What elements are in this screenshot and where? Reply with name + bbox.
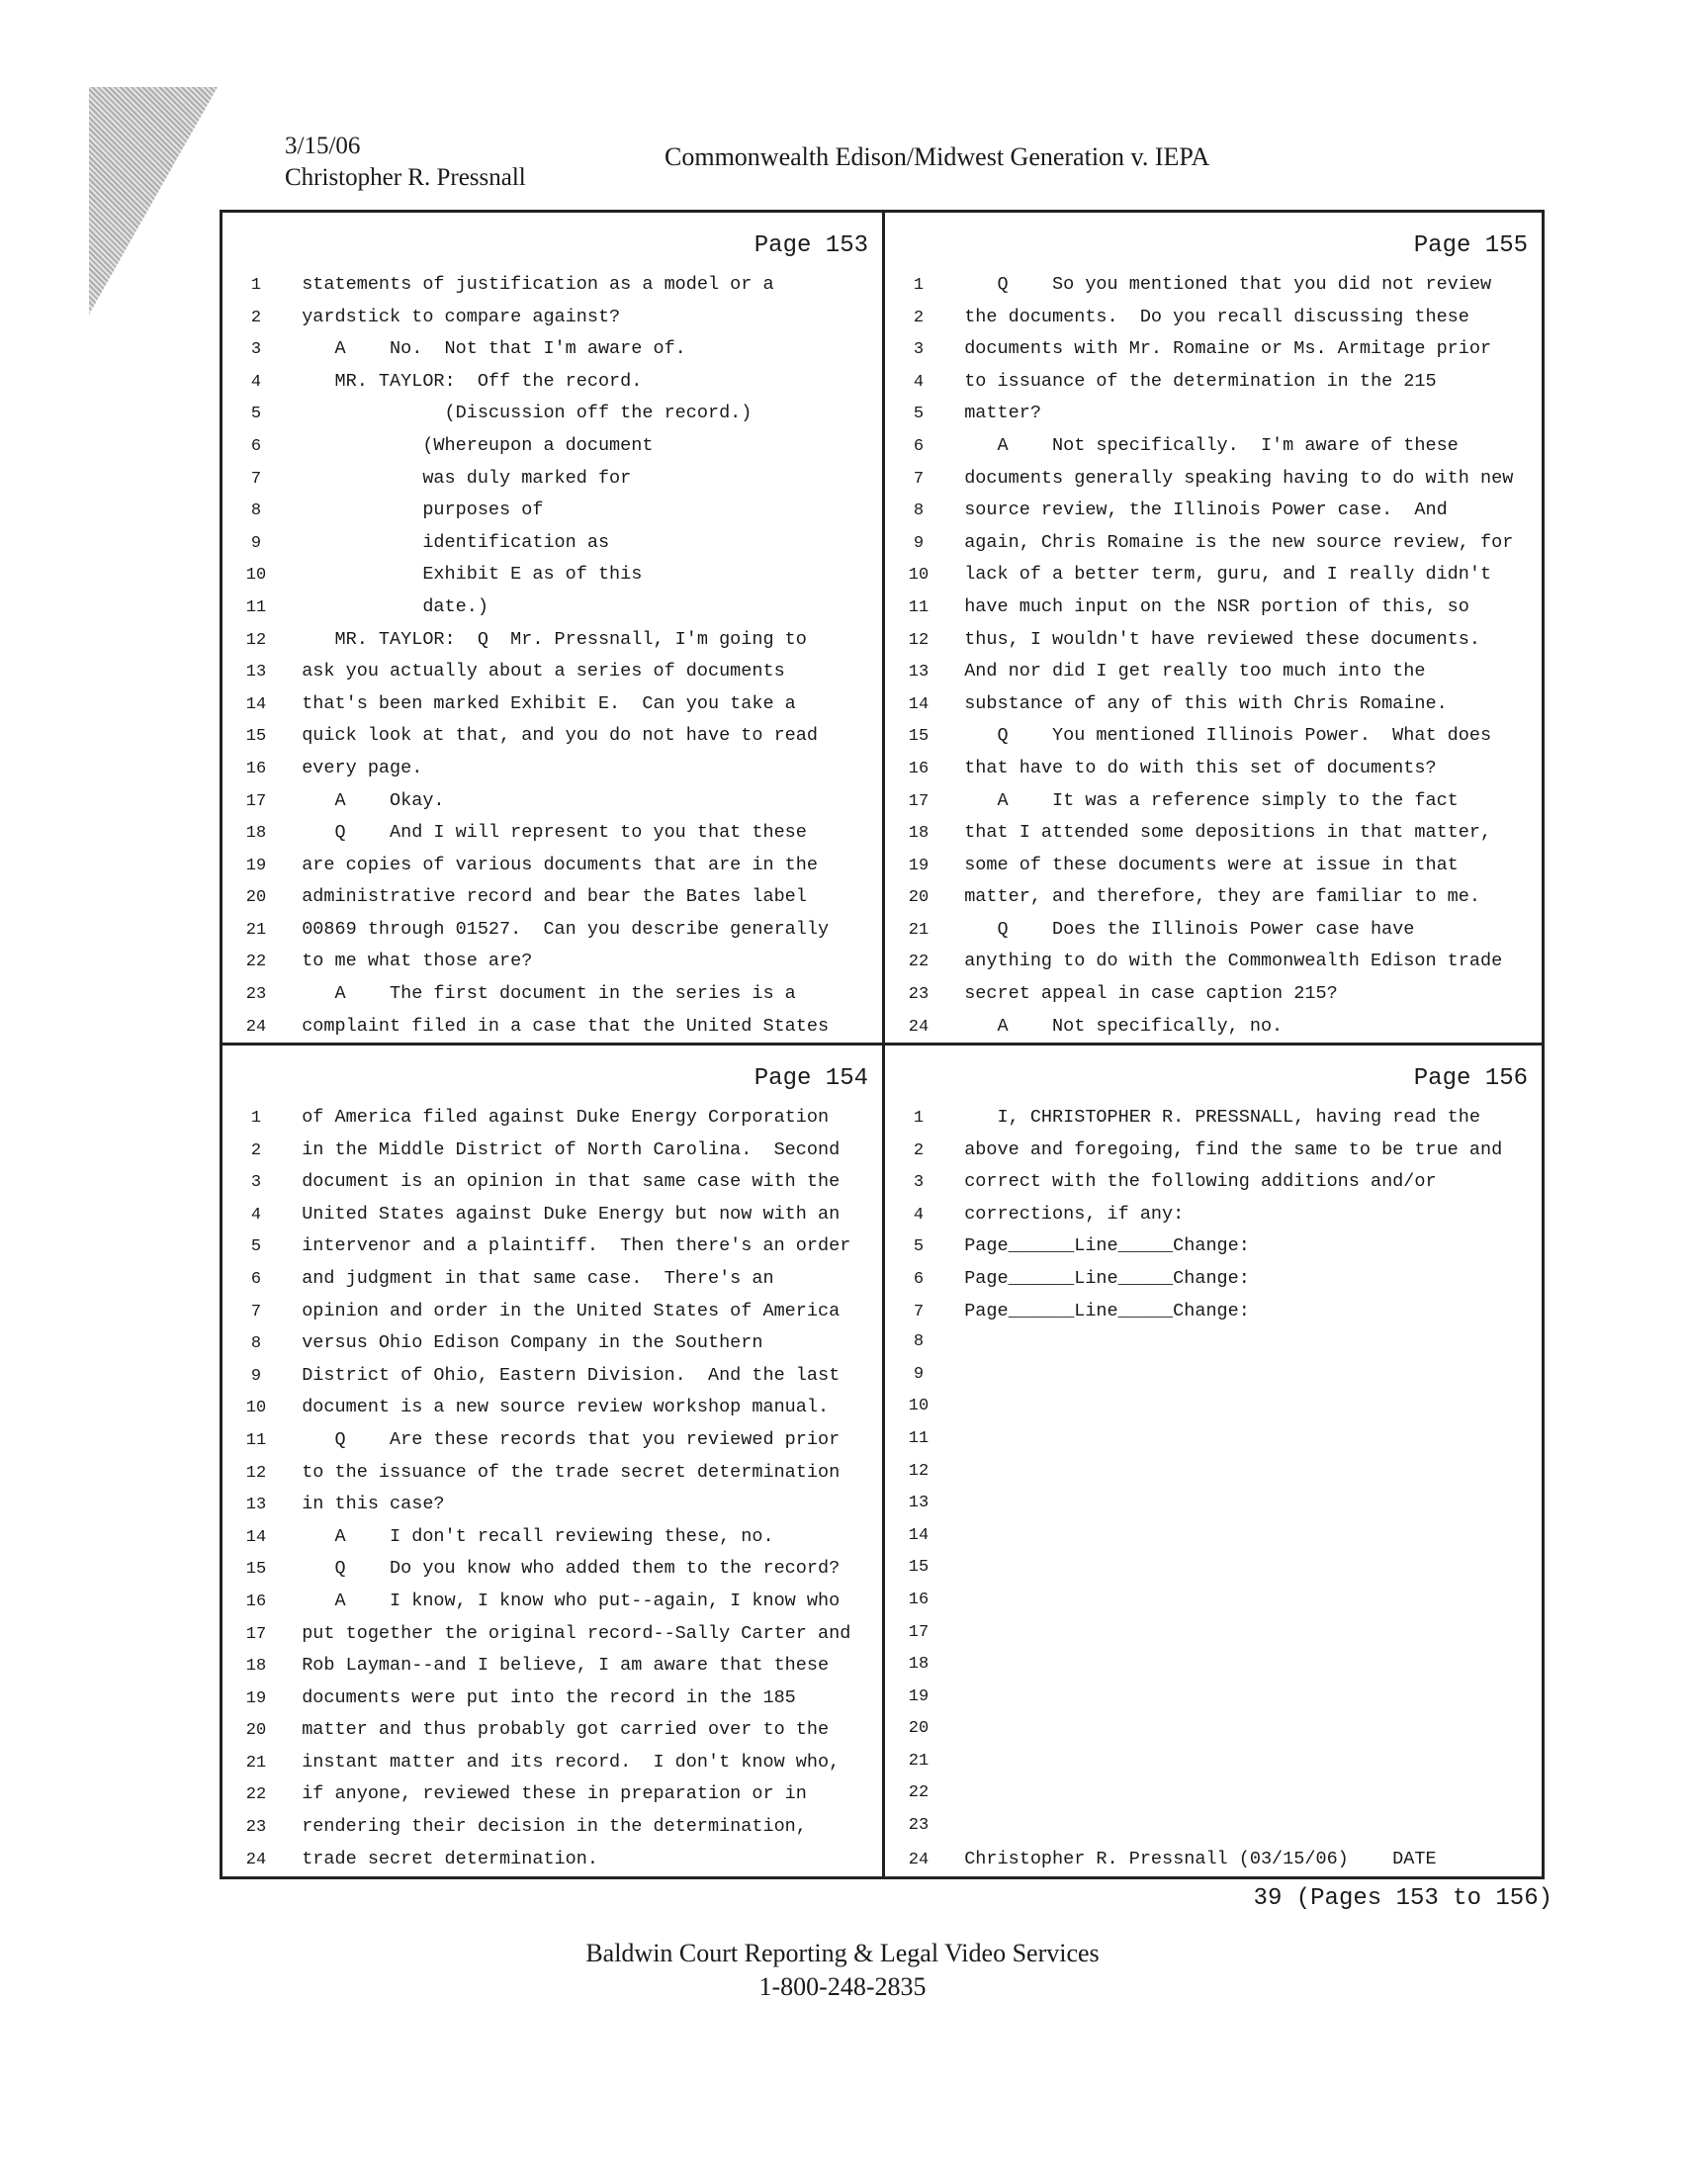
line-text: Christopher R. Pressnall (03/15/06) DATE xyxy=(942,1848,1437,1869)
line-text: documents with Mr. Romaine or Ms. Armitage prior xyxy=(942,338,1492,360)
page-label: Page 154 xyxy=(754,1065,868,1092)
transcript-line xyxy=(232,1332,872,1365)
line-number: 15 xyxy=(245,1560,267,1580)
line-text: matter, and therefore, they are familiar to me. xyxy=(942,886,1480,908)
line-text: in the Middle District of North Carolina. Second xyxy=(280,1138,841,1160)
transcript-line xyxy=(232,435,872,468)
line-text: anything to do with the Commonwealth Edison trade xyxy=(942,951,1503,972)
line-number: 9 xyxy=(250,1366,262,1386)
transcript-line xyxy=(232,983,872,1016)
transcript-line xyxy=(232,596,872,629)
line-number: 5 xyxy=(913,405,925,424)
line-number: 9 xyxy=(250,533,262,553)
line-number: 14 xyxy=(908,1525,930,1545)
line-text: date.) xyxy=(280,595,488,617)
line-text: was duly marked for xyxy=(280,467,632,489)
line-number: 18 xyxy=(908,824,930,844)
transcript-page-155 xyxy=(885,213,1542,1046)
line-number: 2 xyxy=(250,1140,262,1160)
transcript-line xyxy=(895,564,1532,596)
transcript-line xyxy=(232,1429,872,1462)
transcript-line xyxy=(895,1332,1532,1365)
transcript-line xyxy=(895,371,1532,404)
transcript-line xyxy=(895,532,1532,565)
line-number: 22 xyxy=(245,953,267,972)
line-text: Exhibit E as of this xyxy=(280,564,643,586)
line-text: document is an opinion in that same case with the xyxy=(280,1171,841,1193)
line-list xyxy=(232,1107,872,1880)
transcript-line xyxy=(895,1235,1532,1268)
transcript-line xyxy=(895,468,1532,500)
line-number: 13 xyxy=(908,663,930,682)
line-text: intervenor and a plaintiff. Then there's an order xyxy=(280,1235,851,1257)
line-number: 1 xyxy=(250,1109,262,1128)
line-list xyxy=(232,274,872,1047)
transcript-frame xyxy=(220,210,1545,1879)
line-number: 5 xyxy=(913,1237,925,1257)
line-number: 5 xyxy=(250,405,262,424)
transcript-line xyxy=(232,1816,872,1849)
line-text: are copies of various documents that are in the xyxy=(280,854,818,875)
line-text: A It was a reference simply to the fact xyxy=(942,789,1459,811)
line-number: 14 xyxy=(245,694,267,714)
transcript-line xyxy=(232,1623,872,1656)
line-number: 7 xyxy=(250,469,262,489)
line-text: (Whereupon a document xyxy=(280,434,654,456)
line-number: 2 xyxy=(913,308,925,327)
line-number: 13 xyxy=(245,1496,267,1515)
line-number: 11 xyxy=(245,597,267,617)
page-label: Page 155 xyxy=(1413,232,1528,259)
scan-corner-shading xyxy=(89,87,218,315)
transcript-line xyxy=(895,1558,1532,1591)
line-text: substance of any of this with Chris Romaine. xyxy=(942,692,1448,714)
line-number: 24 xyxy=(245,1850,267,1869)
transcript-line xyxy=(232,1016,872,1048)
transcript-line xyxy=(232,564,872,596)
line-text: Page______Line_____Change: xyxy=(942,1300,1250,1321)
line-number: 8 xyxy=(250,501,262,521)
line-text: instant matter and its record. I don't know who, xyxy=(280,1751,841,1773)
transcript-line xyxy=(232,1204,872,1236)
transcript-line xyxy=(232,855,872,887)
transcript-line xyxy=(895,1752,1532,1784)
transcript-line xyxy=(895,338,1532,371)
transcript-line xyxy=(895,1204,1532,1236)
line-number: 4 xyxy=(250,1205,262,1225)
line-number: 11 xyxy=(245,1430,267,1450)
transcript-line xyxy=(232,1494,872,1526)
transcript-line xyxy=(232,790,872,823)
line-text: of America filed against Duke Energy Corporation xyxy=(280,1107,830,1128)
line-number: 19 xyxy=(908,1686,930,1706)
line-number: 20 xyxy=(908,888,930,908)
line-number: 20 xyxy=(245,1721,267,1741)
line-number: 23 xyxy=(908,985,930,1005)
line-number: 22 xyxy=(908,1783,930,1803)
transcript-line xyxy=(232,338,872,371)
transcript-line xyxy=(895,1655,1532,1687)
line-number: 24 xyxy=(908,1017,930,1037)
reporting-phone: 1-800-248-2835 xyxy=(758,1972,927,2001)
transcript-line xyxy=(232,1591,872,1623)
line-text: complaint filed in a case that the United States xyxy=(280,1015,830,1037)
line-text: I, CHRISTOPHER R. PRESSNALL, having read the xyxy=(942,1107,1480,1128)
line-text: trade secret determination. xyxy=(280,1848,598,1869)
line-text: United States against Duke Energy but now with an xyxy=(280,1203,841,1225)
line-text: opinion and order in the United States of America xyxy=(280,1300,841,1321)
line-number: 5 xyxy=(250,1237,262,1257)
line-number: 16 xyxy=(245,759,267,778)
line-text: that I attended some depositions in that matter, xyxy=(942,822,1492,844)
line-number: 6 xyxy=(913,1269,925,1289)
transcript-line xyxy=(895,1107,1532,1139)
line-text: versus Ohio Edison Company in the Southern xyxy=(280,1332,763,1354)
transcript-line xyxy=(895,1783,1532,1816)
line-number: 13 xyxy=(908,1494,930,1513)
transcript-line xyxy=(895,790,1532,823)
line-text: purposes of xyxy=(280,500,544,521)
transcript-line xyxy=(232,1107,872,1139)
line-number: 11 xyxy=(908,1428,930,1448)
line-text: District of Ohio, Eastern Division. And the last xyxy=(280,1364,841,1386)
line-number: 17 xyxy=(245,1624,267,1644)
line-number: 8 xyxy=(913,501,925,521)
transcript-line xyxy=(232,1558,872,1591)
transcript-page-154 xyxy=(222,1046,885,1876)
transcript-line xyxy=(895,1016,1532,1048)
line-text: above and foregoing, find the same to be true and xyxy=(942,1138,1503,1160)
line-text: to the issuance of the trade secret determination xyxy=(280,1461,841,1483)
line-text: And nor did I get really too much into the xyxy=(942,661,1426,682)
transcript-line xyxy=(895,1365,1532,1398)
line-text: that's been marked Exhibit E. Can you take a xyxy=(280,692,796,714)
transcript-line xyxy=(232,1719,872,1752)
transcript-line xyxy=(232,886,872,919)
line-number: 14 xyxy=(245,1527,267,1547)
transcript-line xyxy=(232,307,872,339)
line-text: and judgment in that same case. There's an xyxy=(280,1267,774,1289)
line-text: that have to do with this set of documents? xyxy=(942,757,1437,778)
transcript-line xyxy=(895,1462,1532,1495)
line-text: thus, I wouldn't have reviewed these documents. xyxy=(942,628,1480,650)
line-text: Q You mentioned Illinois Power. What does xyxy=(942,725,1492,747)
line-number: 15 xyxy=(908,727,930,747)
transcript-line xyxy=(895,693,1532,726)
line-number: 8 xyxy=(913,1332,925,1352)
line-number: 6 xyxy=(913,436,925,456)
line-text: documents were put into the record in the 185 xyxy=(280,1686,796,1708)
transcript-line xyxy=(895,1526,1532,1559)
transcript-line xyxy=(232,1397,872,1429)
line-text: Q So you mentioned that you did not review xyxy=(942,274,1492,295)
transcript-line xyxy=(232,661,872,693)
line-text: A I know, I know who put--again, I know who xyxy=(280,1590,841,1611)
line-number: 19 xyxy=(908,856,930,875)
line-number: 18 xyxy=(908,1655,930,1675)
transcript-line xyxy=(232,274,872,307)
line-number: 18 xyxy=(245,1657,267,1677)
line-number: 11 xyxy=(908,597,930,617)
header-witness: Christopher R. Pressnall xyxy=(285,164,526,191)
transcript-page-153 xyxy=(222,213,885,1046)
line-text: matter? xyxy=(942,403,1041,424)
line-number: 7 xyxy=(913,1302,925,1321)
line-text: Rob Layman--and I believe, I am aware that these xyxy=(280,1655,830,1677)
transcript-line xyxy=(895,500,1532,532)
line-number: 12 xyxy=(908,1461,930,1481)
line-number: 4 xyxy=(250,372,262,392)
transcript-line xyxy=(232,1171,872,1204)
transcript-line xyxy=(232,951,872,983)
line-number: 6 xyxy=(250,1269,262,1289)
line-text: A Okay. xyxy=(280,789,445,811)
line-number: 2 xyxy=(913,1140,925,1160)
line-text: administrative record and bear the Bates label xyxy=(280,886,807,908)
line-text: A No. Not that I'm aware of. xyxy=(280,338,686,360)
line-text: documents generally speaking having to do with new xyxy=(942,467,1514,489)
transcript-page-156 xyxy=(885,1046,1542,1876)
line-number: 4 xyxy=(913,372,925,392)
transcript-line xyxy=(232,1849,872,1881)
line-number: 21 xyxy=(908,1751,930,1771)
line-text: MR. TAYLOR: Off the record. xyxy=(280,370,643,392)
transcript-line xyxy=(895,1429,1532,1462)
line-number: 15 xyxy=(908,1558,930,1578)
transcript-line xyxy=(232,1752,872,1784)
line-number: 10 xyxy=(908,1397,930,1416)
transcript-line xyxy=(232,1655,872,1687)
page-label: Page 153 xyxy=(754,232,868,259)
line-text: statements of justification as a model or a xyxy=(280,274,774,295)
line-text: the documents. Do you recall discussing these xyxy=(942,306,1469,327)
line-text: Page______Line_____Change: xyxy=(942,1267,1250,1289)
transcript-line xyxy=(895,274,1532,307)
line-text: some of these documents were at issue in that xyxy=(942,854,1459,875)
line-number: 21 xyxy=(908,920,930,940)
transcript-line xyxy=(895,822,1532,855)
transcript-line xyxy=(895,983,1532,1016)
transcript-line xyxy=(232,1268,872,1301)
line-number: 21 xyxy=(245,920,267,940)
line-number: 3 xyxy=(913,340,925,360)
line-number: 2 xyxy=(250,308,262,327)
transcript-line xyxy=(232,822,872,855)
reporting-company: Baldwin Court Reporting & Legal Video Services xyxy=(585,1939,1100,1967)
transcript-line xyxy=(232,1235,872,1268)
line-text: every page. xyxy=(280,757,423,778)
line-text: Page______Line_____Change: xyxy=(942,1235,1250,1257)
transcript-line xyxy=(895,1301,1532,1333)
line-number: 12 xyxy=(908,630,930,650)
transcript-line xyxy=(895,629,1532,662)
transcript-line xyxy=(232,1687,872,1720)
line-text: have much input on the NSR portion of this, so xyxy=(942,595,1469,617)
line-number: 3 xyxy=(250,340,262,360)
line-number: 1 xyxy=(250,276,262,295)
line-number: 1 xyxy=(913,1109,925,1128)
line-text: again, Chris Romaine is the new source review, for xyxy=(942,531,1514,553)
transcript-line xyxy=(895,758,1532,790)
transcript-line xyxy=(232,371,872,404)
line-number: 7 xyxy=(913,469,925,489)
line-text: Q And I will represent to you that these xyxy=(280,822,807,844)
pages-summary: 39 (Pages 153 to 156) xyxy=(1253,1885,1552,1912)
line-text: document is a new source review workshop manual. xyxy=(280,1397,830,1418)
line-number: 21 xyxy=(245,1753,267,1773)
line-text: if anyone, reviewed these in preparation or in xyxy=(280,1783,807,1805)
line-text: Q Do you know who added them to the record? xyxy=(280,1558,841,1580)
line-text: Q Are these records that you reviewed prior xyxy=(280,1428,841,1450)
transcript-line xyxy=(232,1139,872,1172)
line-text: corrections, if any: xyxy=(942,1203,1185,1225)
transcript-line xyxy=(895,1171,1532,1204)
line-number: 17 xyxy=(245,791,267,811)
line-number: 22 xyxy=(245,1785,267,1805)
transcript-line xyxy=(232,500,872,532)
line-text: matter and thus probably got carried over to the xyxy=(280,1719,830,1741)
line-number: 8 xyxy=(250,1334,262,1354)
line-number: 6 xyxy=(250,436,262,456)
transcript-line xyxy=(895,1268,1532,1301)
line-text: yardstick to compare against? xyxy=(280,306,621,327)
transcript-line xyxy=(232,1301,872,1333)
line-text: put together the original record--Sally Carter and xyxy=(280,1622,851,1644)
line-text: secret appeal in case caption 215? xyxy=(942,983,1338,1005)
line-number: 12 xyxy=(245,630,267,650)
line-text: A Not specifically, no. xyxy=(942,1015,1284,1037)
transcript-line xyxy=(895,1397,1532,1429)
line-number: 19 xyxy=(245,1688,267,1708)
transcript-line xyxy=(895,725,1532,758)
line-text: lack of a better term, guru, and I really didn't xyxy=(942,564,1492,586)
line-list xyxy=(895,274,1532,1047)
line-text: ask you actually about a series of documents xyxy=(280,661,785,682)
line-text: to issuance of the determination in the 215 xyxy=(942,370,1437,392)
line-number: 17 xyxy=(908,791,930,811)
transcript-line xyxy=(232,468,872,500)
line-number: 16 xyxy=(245,1592,267,1611)
line-number: 14 xyxy=(908,694,930,714)
line-text: (Discussion off the record.) xyxy=(280,403,753,424)
transcript-line xyxy=(895,1719,1532,1752)
line-number: 16 xyxy=(908,1590,930,1609)
line-number: 3 xyxy=(250,1173,262,1193)
transcript-line xyxy=(232,403,872,435)
line-number: 24 xyxy=(245,1017,267,1037)
transcript-line xyxy=(232,919,872,952)
line-number: 4 xyxy=(913,1205,925,1225)
line-number: 3 xyxy=(913,1173,925,1193)
line-number: 18 xyxy=(245,824,267,844)
transcript-line xyxy=(895,1623,1532,1656)
transcript-line xyxy=(232,1462,872,1495)
transcript-line xyxy=(232,629,872,662)
line-list xyxy=(895,1107,1532,1880)
line-number: 20 xyxy=(245,888,267,908)
transcript-line xyxy=(232,1783,872,1816)
transcript-line xyxy=(232,1365,872,1398)
transcript-line xyxy=(895,919,1532,952)
line-number: 7 xyxy=(250,1302,262,1321)
transcript-line xyxy=(895,886,1532,919)
line-number: 17 xyxy=(908,1622,930,1642)
line-text: to me what those are? xyxy=(280,951,533,972)
line-number: 16 xyxy=(908,759,930,778)
transcript-line xyxy=(895,1591,1532,1623)
line-text: source review, the Illinois Power case. And xyxy=(942,500,1448,521)
line-number: 23 xyxy=(245,985,267,1005)
transcript-line xyxy=(895,1494,1532,1526)
line-text: in this case? xyxy=(280,1494,445,1515)
line-number: 23 xyxy=(908,1816,930,1836)
page-label: Page 156 xyxy=(1413,1065,1528,1092)
line-text: quick look at that, and you do not have to read xyxy=(280,725,818,747)
line-text: 00869 through 01527. Can you describe generally xyxy=(280,918,830,940)
line-number: 10 xyxy=(245,1399,267,1418)
line-text: Q Does the Illinois Power case have xyxy=(942,918,1415,940)
line-number: 12 xyxy=(245,1463,267,1483)
transcript-line xyxy=(895,435,1532,468)
transcript-line xyxy=(232,693,872,726)
transcript-line xyxy=(895,1139,1532,1172)
transcript-line xyxy=(232,758,872,790)
line-number: 22 xyxy=(908,953,930,972)
line-text: A Not specifically. I'm aware of these xyxy=(942,434,1459,456)
line-number: 19 xyxy=(245,856,267,875)
line-number: 10 xyxy=(908,566,930,586)
line-text: A The first document in the series is a xyxy=(280,983,796,1005)
transcript-line xyxy=(895,596,1532,629)
transcript-line xyxy=(895,403,1532,435)
line-number: 20 xyxy=(908,1719,930,1739)
line-number: 1 xyxy=(913,276,925,295)
transcript-line xyxy=(232,725,872,758)
line-text: A I don't recall reviewing these, no. xyxy=(280,1525,774,1547)
transcript-line xyxy=(895,855,1532,887)
line-number: 13 xyxy=(245,663,267,682)
line-number: 10 xyxy=(245,566,267,586)
header-case-title: Commonwealth Edison/Midwest Generation v. IEPA xyxy=(665,142,1210,171)
line-number: 9 xyxy=(913,1364,925,1384)
line-text: identification as xyxy=(280,531,610,553)
transcript-line xyxy=(895,1816,1532,1849)
transcript-line xyxy=(895,951,1532,983)
line-number: 24 xyxy=(908,1850,930,1869)
transcript-line xyxy=(895,1849,1532,1881)
line-text: rendering their decision in the determination, xyxy=(280,1816,807,1838)
line-text: correct with the following additions and/or xyxy=(942,1171,1437,1193)
transcript-line xyxy=(232,1526,872,1559)
transcript-line xyxy=(895,307,1532,339)
line-number: 9 xyxy=(913,533,925,553)
transcript-line xyxy=(232,532,872,565)
line-text: MR. TAYLOR: Q Mr. Pressnall, I'm going to xyxy=(280,628,807,650)
transcript-line xyxy=(895,1687,1532,1720)
header-date: 3/15/06 xyxy=(285,133,361,159)
line-number: 23 xyxy=(245,1818,267,1838)
line-number: 15 xyxy=(245,727,267,747)
transcript-line xyxy=(895,661,1532,693)
